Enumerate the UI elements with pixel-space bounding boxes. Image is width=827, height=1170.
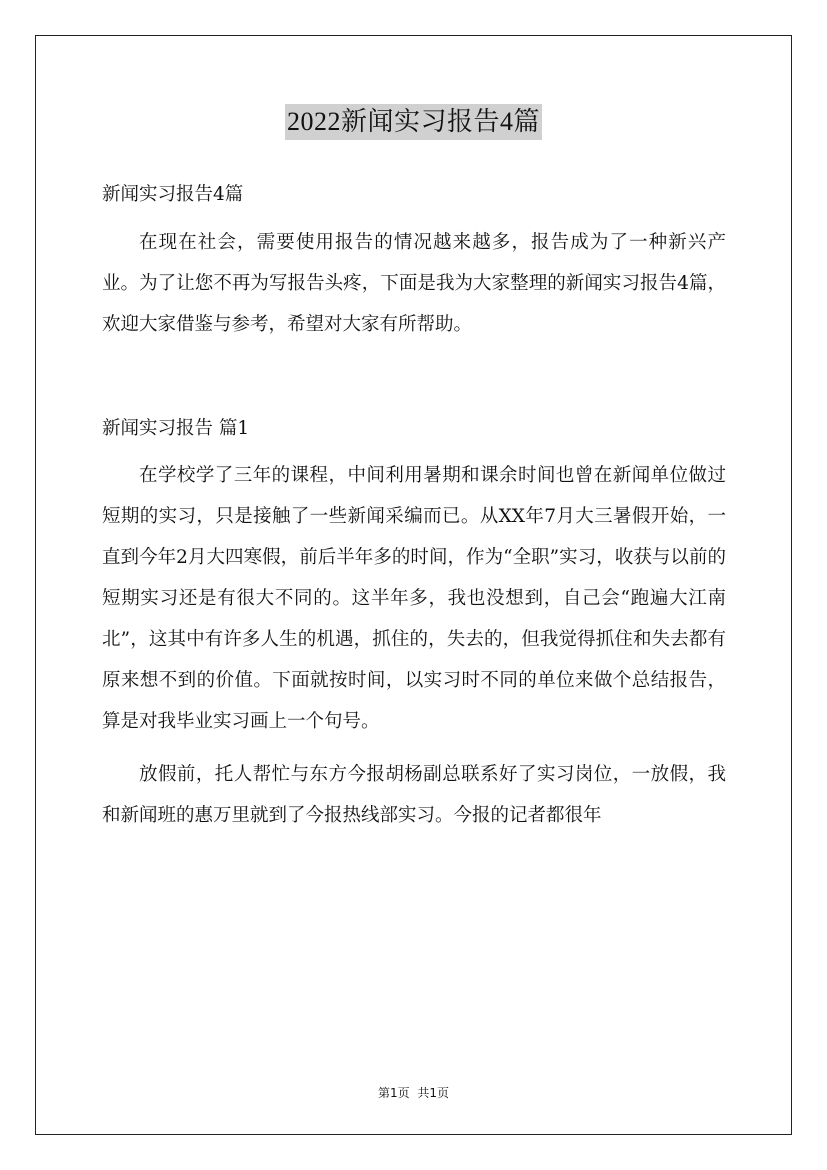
title-wrap: [0, 104, 827, 140]
section-heading: 新闻实习报告 篇1: [102, 418, 250, 439]
document-title: 2022新闻实习报告4篇: [285, 104, 542, 140]
document-body: [102, 178, 726, 836]
body-paragraph-1: 在学校学了三年的课程，中间利用暑期和课余时间也曾在新闻单位做过短期的实习，只是接触了一些新闻采编而已。从XX年7月大三暑假开始，一直到今年2月大四寒假，前后半年多的时间，作为“全职”实习，收获与以前的短期实习还是有很大不同的。这半年多，我也没想到，自己会“跑遍大江南北”，这其中有许多人生的机遇，抓住的，失去的，但我觉得抓住和失去都有原来想不到的价值。下面就按时间，以实习时不同的单位来做个总结报告，算是对我毕业实习画上一个句号。: [102, 465, 726, 732]
page-total: 共1页: [417, 1086, 450, 1100]
page-number: 第1页: [377, 1086, 410, 1100]
body-paragraph-2: 放假前，托人帮忙与东方今报胡杨副总联系好了实习岗位，一放假，我和新闻班的惠万里就到了今报热线部实习。今报的记者都很年: [102, 764, 726, 826]
page-footer: [0, 1084, 827, 1101]
document-subtitle: 新闻实习报告4篇: [102, 184, 244, 205]
intro-paragraph: 在现在社会，需要使用报告的情况越来越多，报告成为了一种新兴产业。为了让您不再为写报告头疼，下面是我为大家整理的新闻实习报告4篇，欢迎大家借鉴与参考，希望对大家有所帮助。: [102, 232, 726, 335]
